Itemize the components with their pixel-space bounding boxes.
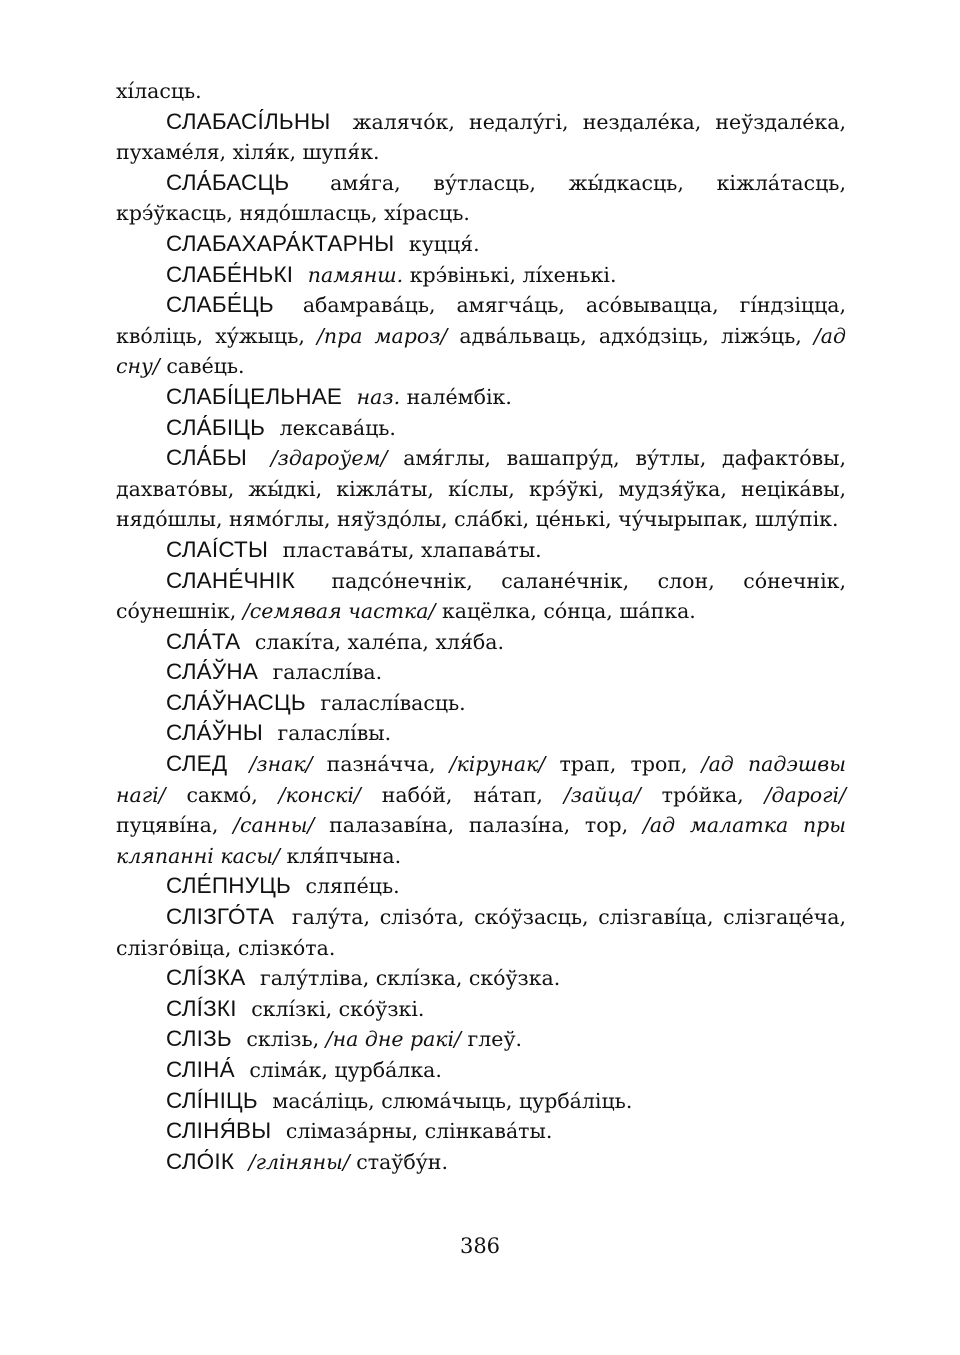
entry-label: /ад малатка пры кляпанні касы/ — [116, 813, 846, 868]
entry-label: /семявая частка/ — [242, 599, 436, 624]
entry-label: /знак/ — [249, 752, 313, 777]
dictionary-entry — [116, 443, 846, 535]
entry-label: /дарогі/ — [764, 782, 846, 807]
dictionary-entry — [116, 902, 846, 963]
entry-synonyms: пуцявíна, — [116, 813, 219, 838]
entry-headword: СЛА́ЎНАСЦЬ — [166, 689, 306, 715]
entry-synonyms: адва́льваць, адхо́дзіць, ліжэ́ць, — [459, 323, 802, 348]
entry-synonyms: трап, троп, — [559, 752, 688, 777]
dictionary-entry — [116, 994, 846, 1025]
dictionary-entry — [116, 1055, 846, 1086]
entry-label: наз. — [356, 384, 401, 409]
entry-synonyms: галу́тліва, склíзка, ско́ўзка. — [259, 966, 561, 991]
dictionary-entry — [116, 260, 846, 291]
dictionary-entry — [116, 1116, 846, 1147]
dictionary-entry — [116, 566, 846, 627]
entry-headword: СЛА́ЎНЫ — [166, 720, 263, 746]
entry-headword: СЛА́ТА — [166, 628, 241, 654]
entry-synonyms: палазавíна, палазíна, тор, — [329, 813, 629, 838]
dictionary-entry — [116, 1147, 846, 1178]
entry-headword: СЛАБЕ́ЦЬ — [166, 292, 274, 318]
entry-synonyms: сляпе́ць. — [305, 874, 400, 899]
entry-synonyms: пазна́чча, — [326, 752, 436, 777]
entry-label: /зайца/ — [563, 782, 641, 807]
entry-synonyms: сакмо́, — [186, 782, 258, 807]
entry-label: /санны/ — [233, 813, 315, 838]
entry-headword: СЛІНЯ́ВЫ — [166, 1118, 272, 1144]
entry-headword: СЛА́БЫ — [166, 445, 247, 471]
entry-label: /гліняны/ — [248, 1149, 350, 1174]
dictionary-entry — [116, 290, 846, 382]
entry-synonyms: набо́й, на́тап, — [381, 782, 543, 807]
dictionary-entry — [116, 688, 846, 719]
entry-synonyms: куцця́. — [408, 231, 480, 256]
dictionary-entry — [116, 413, 846, 444]
entry-label: /ад падэшвы нагі/ — [116, 752, 846, 807]
dictionary-entry — [116, 382, 846, 413]
entry-headword: СЛАБЕ́НЬКІ — [166, 261, 294, 287]
entry-label: /кірунак/ — [449, 752, 546, 777]
entry-headword: СЛÍЗКА — [166, 965, 246, 991]
entry-headword: СЛАБІ́ЦЕЛЬНАЕ — [166, 383, 343, 409]
dictionary-entry — [116, 1086, 846, 1117]
dictionary-entry — [116, 168, 846, 229]
entry-synonyms: абамрава́ць, амягча́ць, асо́вывацца, гíндзіцца, кво́ліць, ху́жыць, — [116, 293, 846, 348]
entry-synonyms: хíласць. — [116, 79, 202, 103]
entry-headword: СЛАÍСТЫ — [166, 536, 269, 562]
dictionary-entry — [116, 871, 846, 902]
entry-synonyms: галаслíвасць. — [320, 690, 466, 715]
entry-synonyms: слімáк, цурба́лка. — [249, 1058, 442, 1082]
entry-label: /ад сну/ — [116, 323, 846, 379]
entry-synonyms: крэ́вінькі, лíхенькі. — [409, 262, 617, 287]
dictionary-entry — [116, 229, 846, 260]
entry-synonyms: глеў. — [467, 1027, 523, 1052]
entry-label: /на дне ракі/ — [325, 1027, 462, 1052]
dictionary-entry — [116, 657, 846, 688]
entry-label: /здароўем/ — [270, 446, 388, 471]
entry-headword: СЛА́ЎНА — [166, 659, 259, 685]
entry-synonyms: склізь, — [246, 1027, 320, 1052]
dictionary-entry — [116, 107, 846, 168]
entry-synonyms: стаўбу́н. — [356, 1149, 448, 1174]
entry-synonyms: маса́ліць, слюма́чыць, цурба́ліць. — [272, 1088, 633, 1113]
entry-synonyms: тро́йка, — [661, 782, 744, 807]
entry-headword: СЛАБАХАРА́КТАРНЫ — [166, 230, 395, 256]
entry-synonyms: саве́ць. — [166, 354, 245, 379]
entry-headword: СЛÍЗКІ — [166, 995, 237, 1021]
dictionary-entry — [116, 1024, 846, 1055]
dictionary-entry — [116, 76, 846, 107]
entry-headword: СЛА́БАСЦЬ — [166, 169, 290, 195]
entry-label: памянш. — [307, 262, 404, 287]
entry-synonyms: пластава́ты, хлапава́ты. — [282, 537, 542, 562]
entry-synonyms: лексава́ць. — [279, 415, 396, 440]
entry-synonyms: жалячо́к, недалу́гі, нездале́ка, неўздале́ка, пухаме́ля, хіля́к, шупя́к. — [116, 109, 846, 165]
dictionary-entry — [116, 627, 846, 658]
entry-synonyms: кля́пчына. — [286, 843, 402, 868]
entry-label: /пра мароз/ — [316, 323, 448, 348]
entry-headword: СЛЕД — [166, 751, 228, 777]
entry-synonyms: амя́глы, вашапру́д, ву́тлы, дафакто́вы, дахвато́вы, жы́дкі, кіжла́ты, кíслы, крэ́ўкі, мудзя́ўка, нецікáвы, нядо́шлы, нямо́глы, няўздо́лы, сла́бкі, це́нькі, чу́чырыпак, шлу́пік. — [116, 446, 846, 532]
dictionary-entry — [116, 718, 846, 749]
entry-headword: СЛІНА́ — [166, 1057, 235, 1082]
entry-headword: СЛІЗГО́ТА — [166, 904, 275, 930]
entry-headword: СЛА́БІЦЬ — [166, 414, 266, 440]
dictionary-entry — [116, 535, 846, 566]
entry-headword: СЛІЗЬ — [166, 1026, 232, 1052]
entry-synonyms: падсо́нечнік, салане́чнік, слон, со́нечнік, со́унешнік, — [116, 568, 846, 624]
entry-headword: СЛО́ІК — [166, 1148, 235, 1174]
dictionary-page — [116, 76, 846, 1177]
page-number: 386 — [459, 1234, 501, 1258]
entry-synonyms: слакíта, хале́па, хля́ба. — [254, 629, 504, 654]
entry-synonyms: склíзкі, ско́ўзкі. — [251, 996, 425, 1021]
entry-headword: СЛЕ́ПНУЦЬ — [166, 873, 291, 899]
entry-synonyms: амя́га, ву́тласць, жы́дкасць, кіжла́тасць, крэ́ўкасць, нядо́шласць, хíрасць. — [116, 170, 846, 226]
entry-synonyms: кацёлка, со́нца, шáпка. — [441, 599, 696, 624]
entry-headword: СЛÍНІЦЬ — [166, 1087, 258, 1113]
entry-synonyms: галаслíвы. — [277, 721, 392, 746]
entry-synonyms: галу́та, слізо́та, ско́ўзасць, слізгавíца, слізгаце́ча, слізго́віца, слізко́та. — [116, 905, 846, 960]
dictionary-entry — [116, 749, 846, 871]
entry-synonyms: галаслíва. — [272, 660, 383, 685]
dictionary-entry — [116, 963, 846, 994]
entry-synonyms: слімаза́рны, слінкава́ты. — [285, 1119, 553, 1144]
entry-headword: СЛАНЕ́ЧНІК — [166, 567, 295, 593]
entry-synonyms: нале́мбік. — [406, 384, 512, 409]
entry-label: /конскі/ — [278, 782, 361, 807]
entry-headword: СЛАБАСІ́ЛЬНЫ — [166, 108, 331, 134]
